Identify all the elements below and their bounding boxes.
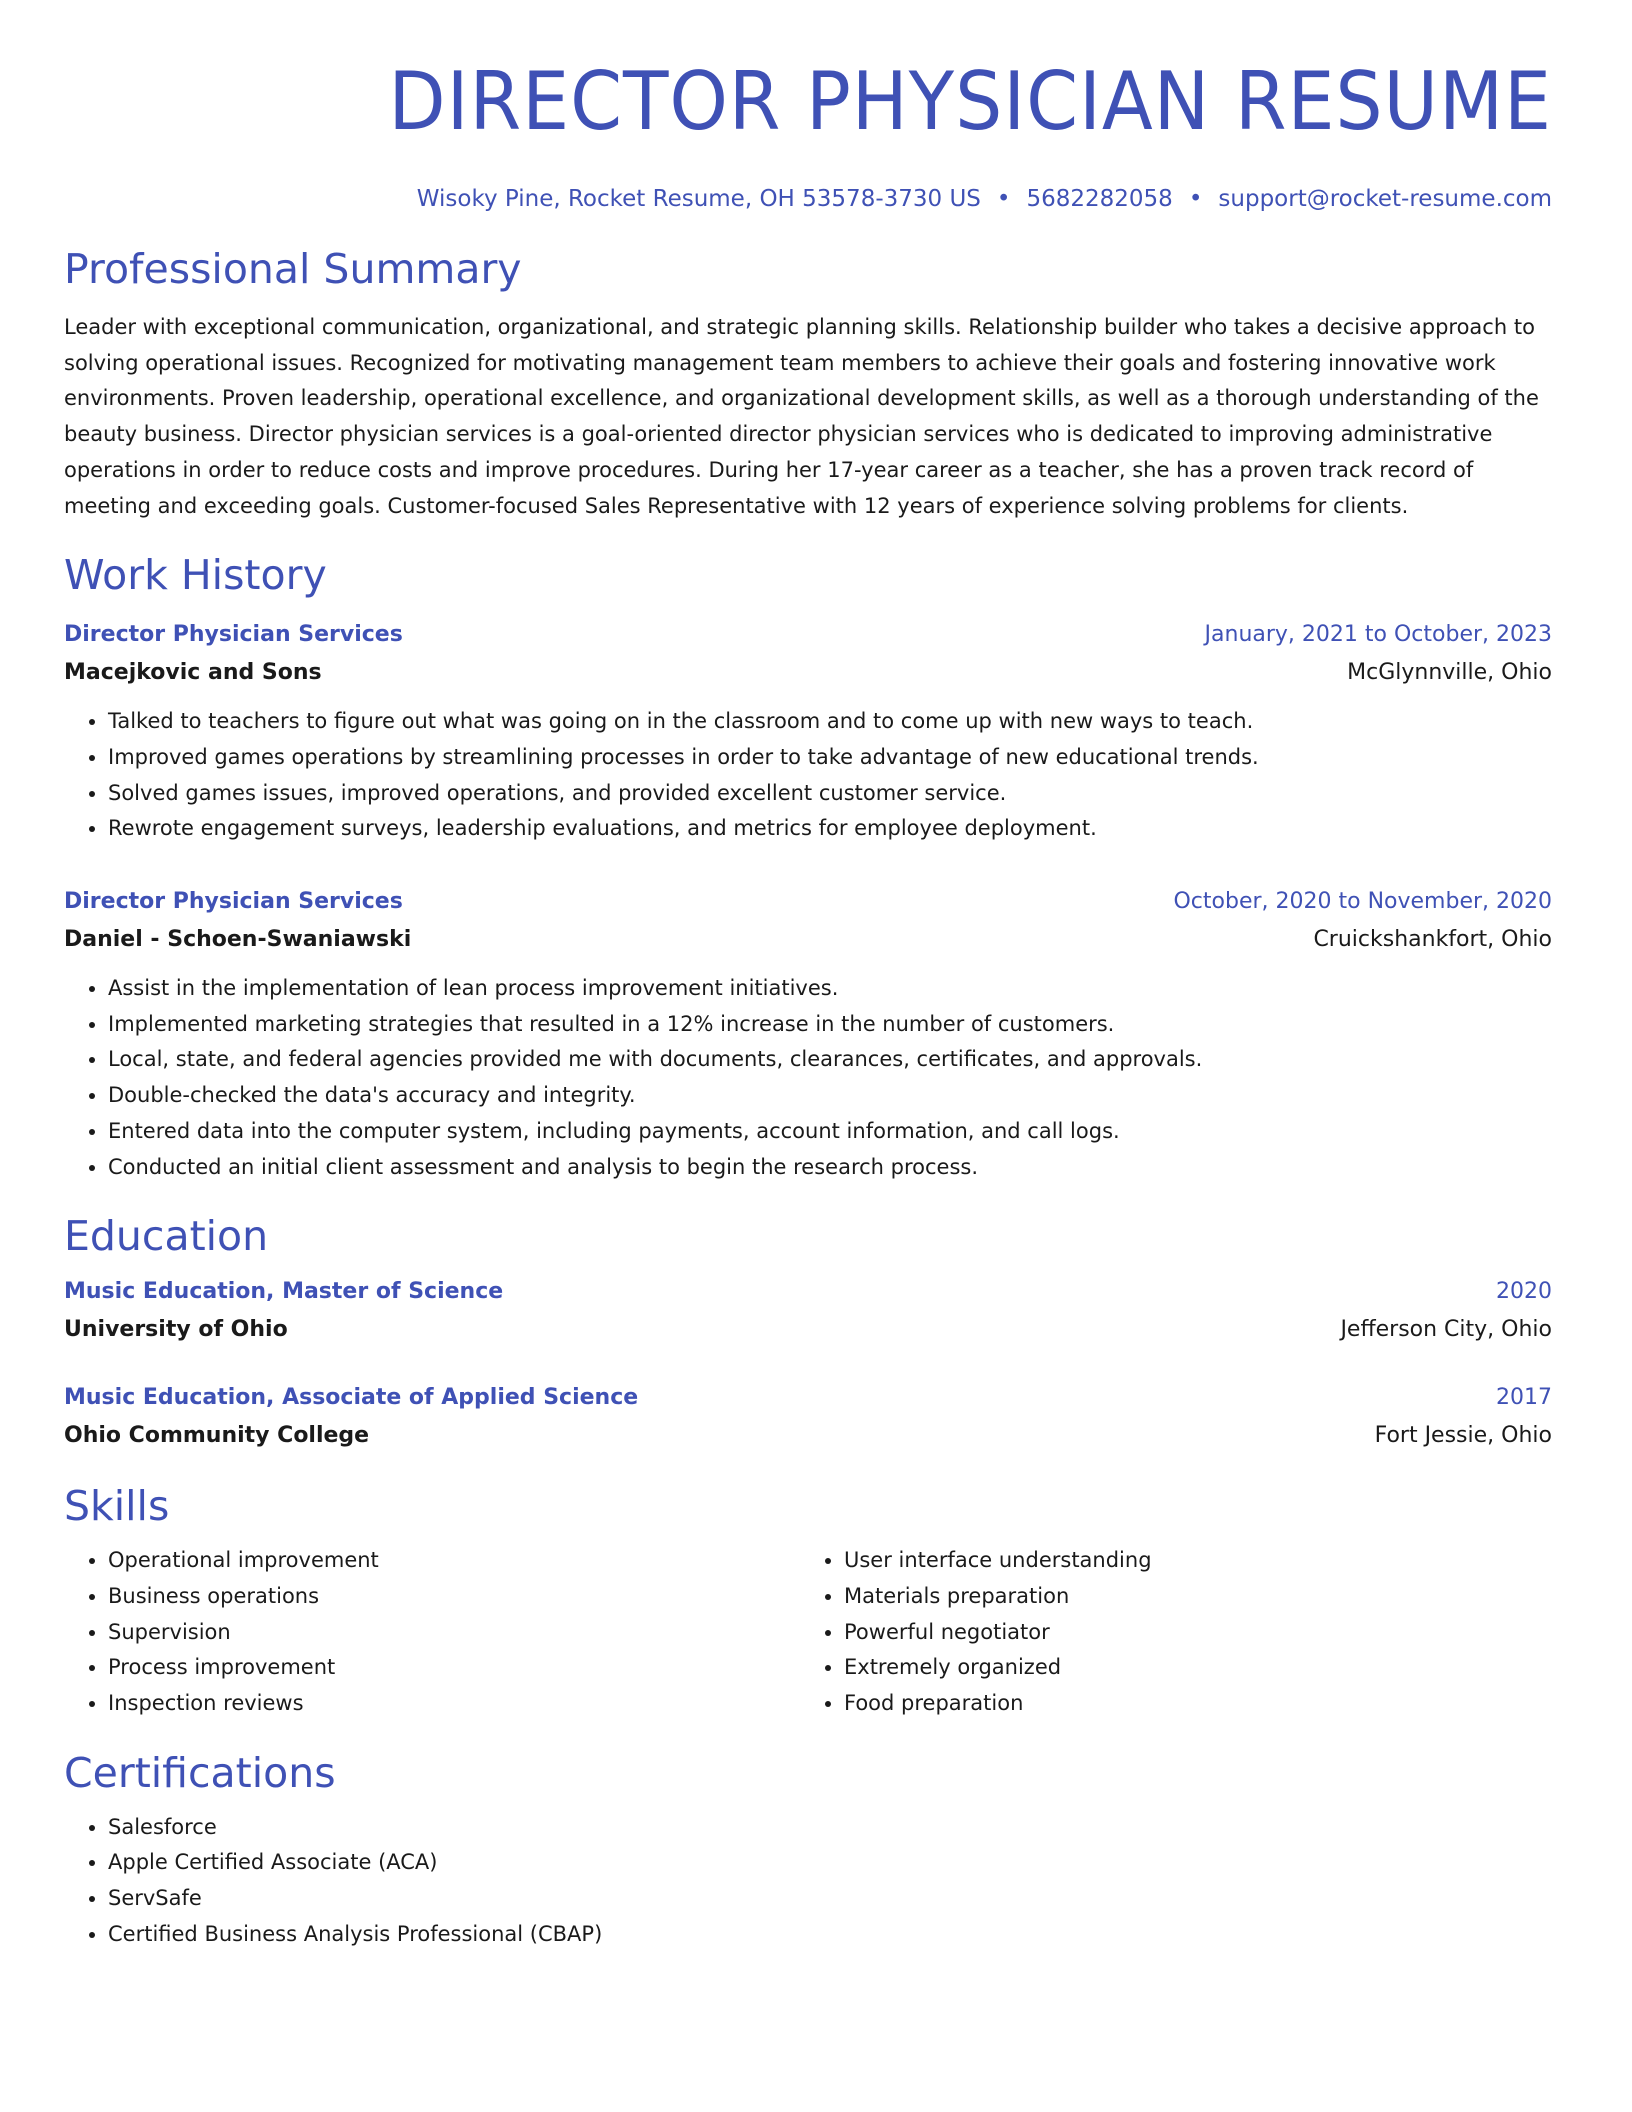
skill-item: • User interface understanding [844, 1543, 1536, 1579]
job-bullet: • Local, state, and federal agencies provided me with documents, clearances, certificates, and approvals. [108, 1042, 1552, 1078]
job-bullet: • Double-checked the data's accuracy and integrity. [108, 1078, 1552, 1114]
job-bullets [64, 704, 1552, 847]
job-location: McGlynnville, Ohio [1347, 660, 1552, 686]
certification-item: • Apple Certified Associate (ACA) [108, 1845, 1552, 1881]
summary-heading: Professional Summary [64, 245, 522, 293]
contact-email: support@rocket-resume.com [1218, 186, 1552, 212]
certification-item: • ServSafe [108, 1881, 1552, 1917]
skills-heading: Skills [64, 1482, 170, 1531]
job-title: Director Physician Services [64, 889, 403, 915]
education-section [64, 1211, 1552, 1455]
job-bullet: • Conducted an initial client assessment and analysis to begin the research process. [108, 1150, 1552, 1186]
education-school: Ohio Community College [64, 1423, 370, 1449]
education-location: Fort Jessie, Ohio [1374, 1423, 1552, 1449]
skills-grid [64, 1543, 1552, 1722]
certifications-list [64, 1810, 1552, 1953]
job-location: Cruickshankfort, Ohio [1313, 927, 1552, 953]
education-degree: Music Education, Master of Science [64, 1279, 504, 1305]
certifications-heading: Certifications [64, 1748, 336, 1797]
work-history-section [64, 550, 1552, 1185]
certification-item: • Salesforce [108, 1810, 1552, 1846]
skill-item: • Process improvement [108, 1650, 800, 1686]
education-entry [64, 1273, 1552, 1349]
job-bullet: • Improved games operations by streamlining processes in order to take advantage of new educational trends. [108, 740, 1552, 776]
contact-separator: • [996, 186, 1011, 212]
job-bullet: • Talked to teachers to figure out what was going on in the classroom and to come up with new ways to teach. [108, 704, 1552, 740]
skill-item: • Business operations [108, 1579, 800, 1615]
page-title: DIRECTOR PHYSICIAN RESUME [388, 55, 1553, 148]
skills-list-left [64, 1543, 800, 1722]
education-heading: Education [64, 1212, 269, 1261]
job-bullet: • Assist in the implementation of lean process improvement initiatives. [108, 971, 1552, 1007]
certifications-section [64, 1748, 1552, 1953]
contact-phone: 5682282058 [1026, 186, 1173, 212]
summary-text: Leader with exceptional communication, organizational, and strategic planning skills. Relationship builder who takes a decisive approach to solving operational issues. Recognized for motivating management team members to achieve their goals and fostering innovative work environments. Proven leadership, operational excellence, and organizational development skills, as well as a thorough understanding of the beauty business. Director physician services is a goal-oriented director physician services who is dedicated to improving administrative operations in order to reduce costs and improve procedures. During her 17-year career as a teacher, she has a proven track record of meeting and exceeding goals. Customer-focused Sales Representative with 12 years of experience solving problems for clients. [64, 315, 1539, 518]
contact-separator: • [1188, 186, 1203, 212]
contact-line [64, 184, 1552, 214]
job-title: Director Physician Services [64, 622, 403, 648]
education-year: 2017 [1496, 1385, 1552, 1411]
job-entry [64, 616, 1552, 847]
job-dates: October, 2020 to November, 2020 [1173, 889, 1552, 915]
job-dates: January, 2021 to October, 2023 [1204, 622, 1552, 648]
skills-section [64, 1481, 1552, 1722]
skill-item: • Inspection reviews [108, 1686, 800, 1722]
job-bullets [64, 971, 1552, 1185]
education-year: 2020 [1496, 1279, 1552, 1305]
education-entry [64, 1379, 1552, 1455]
skill-item: • Operational improvement [108, 1543, 800, 1579]
job-company: Macejkovic and Sons [64, 660, 322, 686]
skill-item: • Extremely organized [844, 1650, 1536, 1686]
job-bullet: • Rewrote engagement surveys, leadership evaluations, and metrics for employee deployment. [108, 811, 1552, 847]
certification-item: • Certified Business Analysis Professional (CBAP) [108, 1917, 1552, 1953]
job-bullet: • Entered data into the computer system, including payments, account information, and call logs. [108, 1114, 1552, 1150]
skill-item: • Powerful negotiator [844, 1615, 1536, 1651]
education-degree: Music Education, Associate of Applied Science [64, 1385, 639, 1411]
job-bullet: • Solved games issues, improved operations, and provided excellent customer service. [108, 776, 1552, 812]
skill-item: • Supervision [108, 1615, 800, 1651]
job-bullet: • Implemented marketing strategies that resulted in a 12% increase in the number of customers. [108, 1007, 1552, 1043]
contact-address: Wisoky Pine, Rocket Resume, OH 53578-3730 US [416, 186, 981, 212]
job-entry [64, 883, 1552, 1185]
skill-item: • Food preparation [844, 1686, 1536, 1722]
job-company: Daniel - Schoen-Swaniawski [64, 927, 412, 953]
skill-item: • Materials preparation [844, 1579, 1536, 1615]
education-school: University of Ohio [64, 1317, 288, 1343]
skills-list-right [800, 1543, 1536, 1722]
education-location: Jefferson City, Ohio [1340, 1317, 1552, 1343]
work-history-heading: Work History [64, 551, 327, 600]
